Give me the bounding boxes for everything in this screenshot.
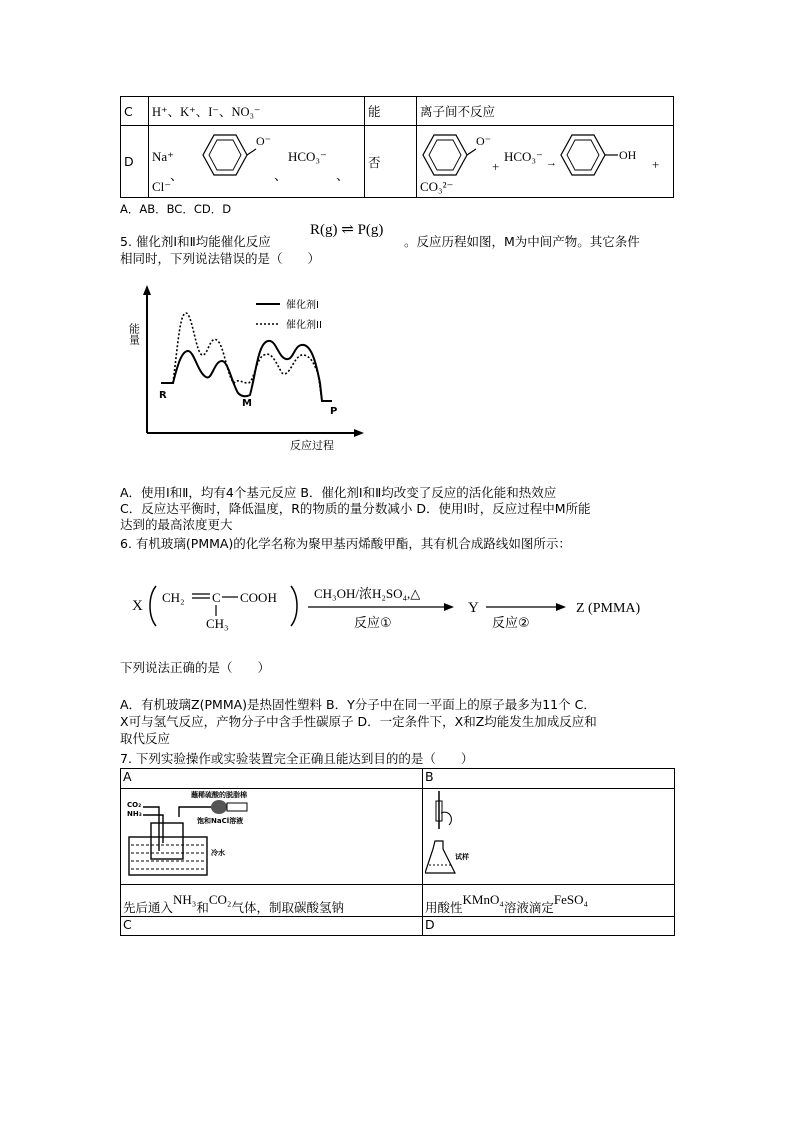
apparatus-b-icon [425,789,485,881]
x-axis-arrow-icon [354,429,364,437]
label-nacl: 饱和NaCl溶液 [197,817,244,825]
legend-catalyst-1: 催化剂I [286,300,319,311]
q5-option-cd-cont: 达到的最高浓度更大 [120,517,233,532]
row-c-judge: 能 [365,97,417,126]
experiment-table [120,768,675,936]
row-d-letter: D [121,126,149,198]
label-water: 冷水 [211,849,225,857]
q6-stem: 6. 有机玻璃(PMMA)的化学名称为聚甲基丙烯酸甲酯，其有机合成路线如图所示： [120,536,571,551]
a-nh3: NH₃ [173,892,197,907]
scheme-reagent: CH₃OH/浓H₂SO₄,△ [314,586,421,601]
energy-profile-chart [118,283,368,458]
legend-catalyst-2: 催化剂II [286,320,322,331]
q5-stem-pre: 5. 催化剂Ⅰ和Ⅱ均能催化反应 [120,234,271,249]
y-axis-label: 能量 [127,323,141,345]
scheme-ch3: CH₃ [206,616,229,631]
bracket-right [291,586,297,626]
x-axis-label: 反应过程 [290,439,334,452]
row-d-judge: 否 [365,126,417,198]
q5-stem-line2: 相同时，下列说法错误的是（ ） [120,251,321,266]
cell-b-figure [423,789,675,885]
label-p: P [330,406,338,417]
reaction-hco3: HCO₃⁻ [504,148,543,164]
scheme-step-2: 反应② [492,616,530,631]
row-d-reason [417,126,674,198]
curve-catalyst-1 [161,341,332,401]
label-r: R [159,390,167,401]
q5-option-cd: C．反应达平衡时，降低温度，R的物质的量分数减小 D．使用Ⅰ时，反应过程中M所能 [120,501,591,516]
q5-stem-post: 。反应历程如图，M为中间产物。其它条件 [404,234,640,249]
q6-options-2: X可与氢气反应，产物分子中含手性碳原子 D．一定条件下，X和Z均能发生加成反应和 [120,714,597,729]
sep-2: 、 [274,167,288,183]
cell-b-text [423,885,675,917]
scheme-cooh: COOH [240,590,277,605]
q6-question: 下列说法正确的是（ ） [120,660,271,675]
cell-c-label: C [121,917,423,936]
a-text-post: 气体，制取碳酸氢钠 [231,900,344,915]
q6-options-3: 取代反应 [120,731,171,746]
o-minus-label-2: O⁻ [476,133,491,148]
label-m: M [242,398,252,409]
ion-na: Na⁺ [152,148,175,164]
q5-formula: R(g) ⇌ P(g) [310,222,384,238]
ion-table [120,96,674,198]
plus-1: + [492,158,500,174]
label-sample: 试样 [455,853,469,861]
ion-hco3: HCO₃⁻ [288,148,327,164]
arrow-2-head-icon [556,603,566,611]
sep-1: 、 [170,167,184,183]
reaction-arrow: → [546,156,557,169]
reaction-co3: CO₃²⁻ [420,178,454,194]
apparatus-a-icon [123,789,293,881]
sep-3: 、 [336,167,350,183]
ion-cl: Cl⁻ [152,178,172,194]
cell-d-label: D [423,917,675,936]
y-axis-arrow-icon [143,285,151,295]
plus-2: + [652,156,660,172]
synthesis-scheme [128,572,668,634]
row-c-letter: C [121,97,149,126]
o-minus-label: O⁻ [256,133,271,148]
row-c-reason: 离子间不反应 [417,97,674,126]
label-co2: CO₂ [127,801,142,809]
b-feso4: FeSO₄ [553,892,589,907]
scheme-step-1: 反应① [354,616,392,631]
q6-options-1: A．有机玻璃Z(PMMA)是热固性塑料 B．Y分子中在同一平面上的原子最多为11个 C． [120,697,596,712]
phenol-ring-icon [558,131,648,181]
cell-a-text [121,885,423,917]
b-text-pre: 用酸性 [425,900,463,915]
label-cotton: 蘸稀硫酸的脱脂棉 [191,791,247,799]
b-text-mid: 溶液滴定 [503,900,554,915]
scheme-z: Z (PMMA) [576,601,641,616]
cell-a-label: A [121,769,423,789]
scheme-ch2: CH₂ [162,590,185,605]
row-d-ions [149,126,365,198]
a-and: 和 [196,900,209,915]
q5-option-ab: A．使用Ⅰ和Ⅱ，均有4个基元反应 B．催化剂Ⅰ和Ⅱ均改变了反应的活化能和热效应 [120,485,557,500]
phenoxide-ring-2-icon [420,131,500,181]
b-kmno4: KMnO₄ [462,892,504,907]
label-nh3: NH₃ [127,810,142,818]
scheme-c: C [212,590,221,605]
a-co2: CO₂ [208,892,232,907]
arrow-1-head-icon [444,603,454,611]
scheme-x: X [132,598,143,614]
oh-label: OH [619,147,637,162]
cell-a-figure [121,789,423,885]
a-text-pre: 先后通入 [123,900,174,915]
phenoxide-ring-icon [192,131,282,181]
cell-b-label: B [423,769,675,789]
answers-q4: A．AB．BC．CD．D [120,202,232,216]
bracket-left [150,586,156,626]
scheme-y: Y [468,600,479,616]
q7-stem: 7. 下列实验操作或实验装置完全正确且能达到目的的是（ ） [120,751,474,766]
row-c-ions: H⁺、K⁺、I⁻、NO₃⁻ [149,97,365,126]
